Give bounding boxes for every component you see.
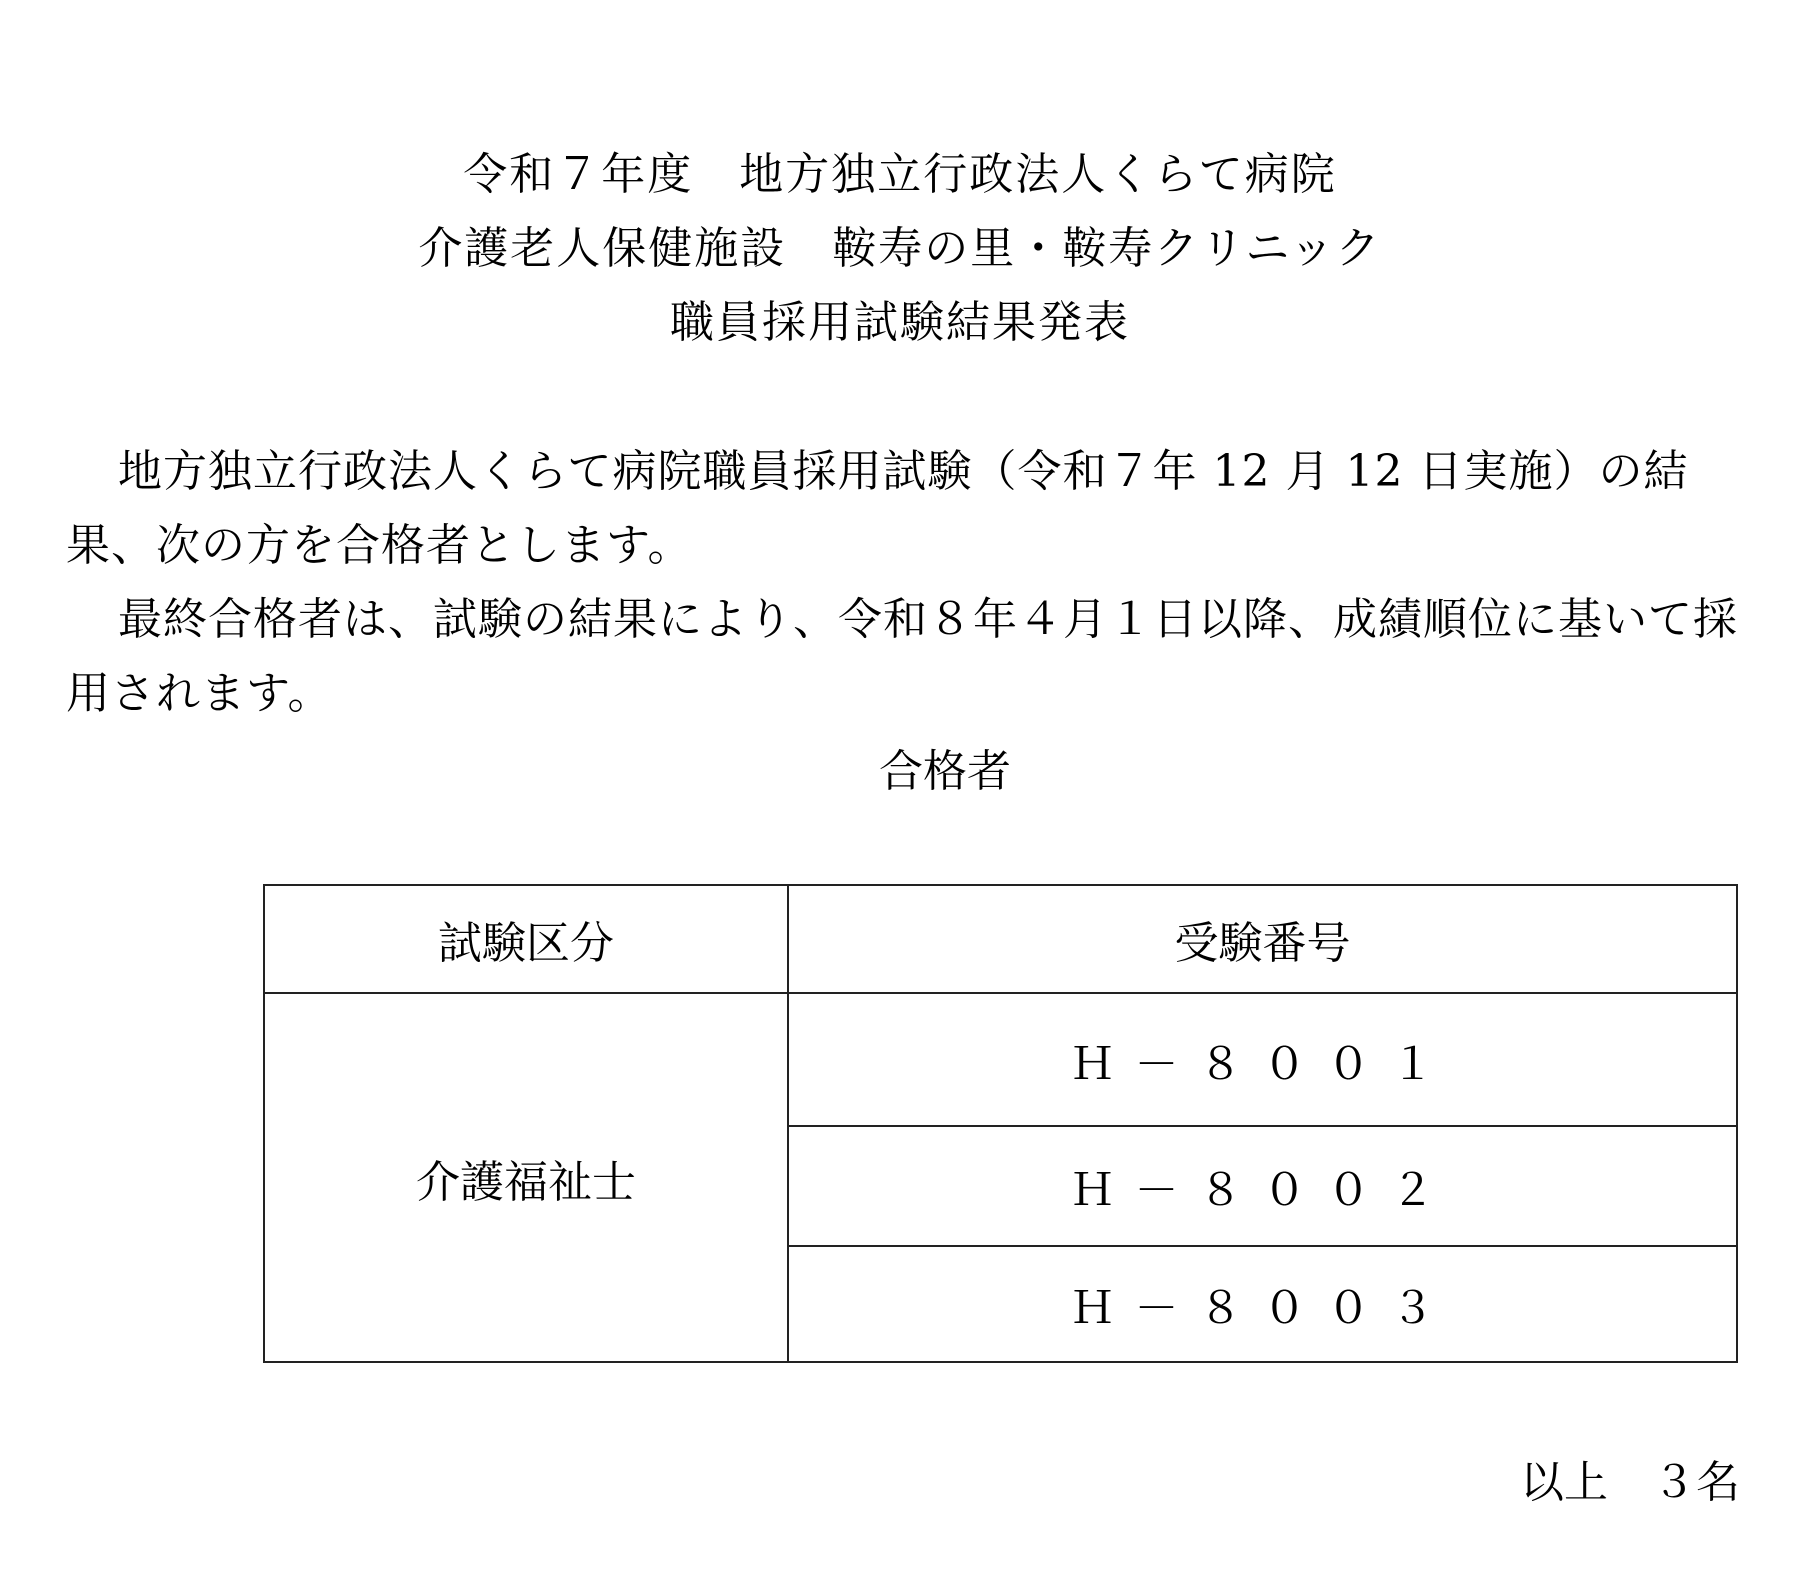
title-line-3: 職員採用試験結果発表 — [670, 297, 1130, 348]
document-title — [0, 138, 1800, 360]
header-exam-category: 試験区分 — [264, 885, 788, 993]
results-table — [263, 884, 1738, 1363]
announcement-paragraph-2: 最終合格者は、試験の結果により、令和８年４月１日以降、成績順位に基いて採用されます。 — [66, 594, 1738, 719]
announcement-paragraph-1: 地方独立行政法人くらて病院職員採用試験（令和７年 12 月 12 日実施）の結果、次の方を合格者とします。 — [66, 446, 1689, 571]
exam-category-cell: 介護福祉士 — [264, 993, 788, 1362]
table-row — [264, 993, 1737, 1126]
closing-total: 以上 ３名 — [1520, 1457, 1740, 1508]
exam-number-cell: Ｈ－８００３ — [788, 1246, 1737, 1362]
title-line-1: 令和７年度 地方独立行政法人くらて病院 — [463, 149, 1337, 200]
exam-number-cell: Ｈ－８００１ — [788, 993, 1737, 1126]
title-line-2: 介護老人保健施設 鞍寿の里・鞍寿クリニック — [418, 223, 1382, 274]
exam-number-cell: Ｈ－８００２ — [788, 1126, 1737, 1246]
table-header-row — [264, 885, 1737, 993]
announcement-body — [66, 435, 1746, 731]
passers-heading: 合格者 — [879, 746, 1011, 797]
header-exam-number: 受験番号 — [788, 885, 1737, 993]
